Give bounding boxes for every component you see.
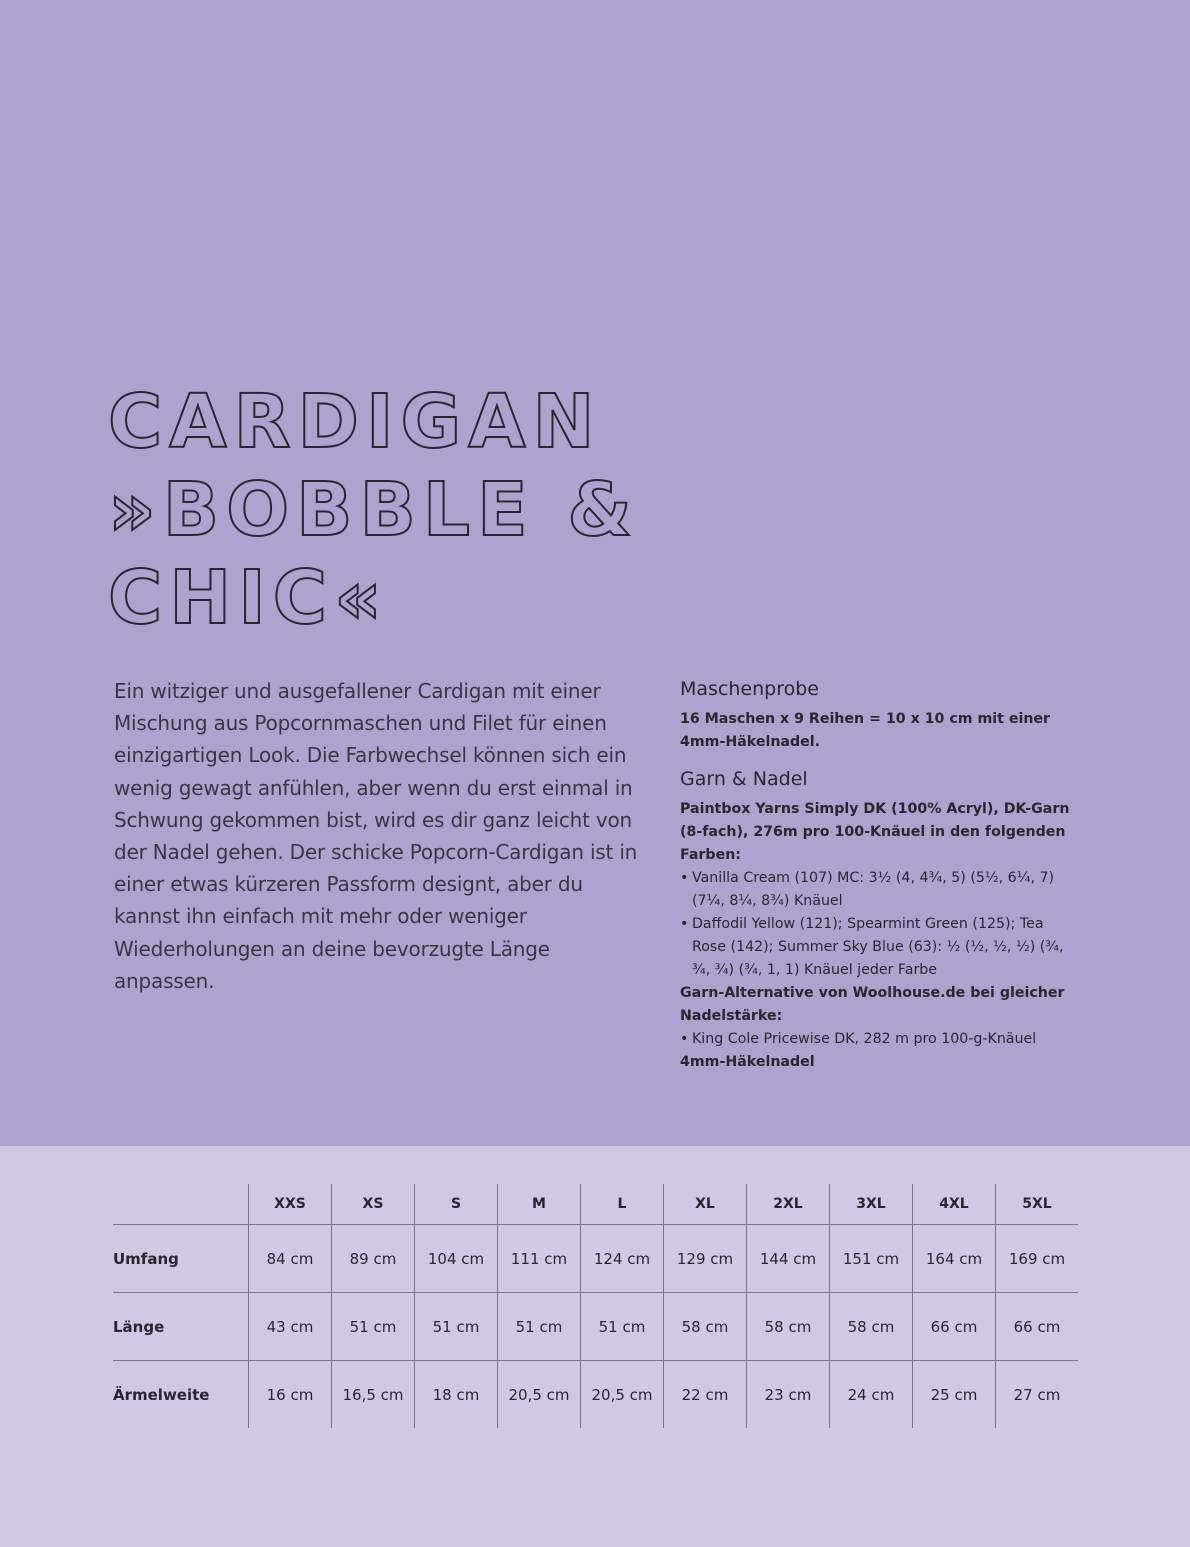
table-cell: 16 cm: [249, 1361, 332, 1429]
table-header-row: [113, 1184, 1078, 1225]
table-cell: 20,5 cm: [498, 1361, 581, 1429]
table-cell: 23 cm: [747, 1361, 830, 1429]
table-cell: 169 cm: [996, 1225, 1079, 1293]
table-cell: 66 cm: [996, 1293, 1079, 1361]
size-header: XS: [332, 1184, 415, 1225]
table-cell: 22 cm: [664, 1361, 747, 1429]
table-cell: 27 cm: [996, 1361, 1079, 1429]
table-cell: 111 cm: [498, 1225, 581, 1293]
list-item: • Daffodil Yellow (121); Spearmint Green (125); Tea Rose (142); Summer Sky Blue (63): ½ (½, ½, ½) (¾, ¾, ¾) (¾, 1, 1) Knäuel jeder Farbe: [680, 913, 1080, 982]
table-cell: 51 cm: [332, 1293, 415, 1361]
size-table: [113, 1184, 1078, 1428]
table-cell: 24 cm: [830, 1361, 913, 1429]
yarn-heading: Garn & Nadel: [680, 768, 808, 790]
intro-paragraph: Ein witziger und ausgefallener Cardigan mit einer Mischung aus Popcornmaschen und Filet für einen einzigartigen Look. Die Farbwechsel können sich ein wenig gewagt anfühlen, aber wenn du erst einmal in Schwung gekommen bist, wird es dir ganz leicht von der Nadel gehen. Der schicke Popcorn-Cardigan ist in einer etwas kürzeren Passform designt, aber du kannst ihn einfach mit mehr oder weniger Wiederholungen an deine bevorzugte Länge anpassen.: [114, 679, 638, 993]
table-cell: 66 cm: [913, 1293, 996, 1361]
table-cell: 58 cm: [664, 1293, 747, 1361]
size-header: 3XL: [830, 1184, 913, 1225]
table-cell: 129 cm: [664, 1225, 747, 1293]
row-label: Umfang: [113, 1225, 249, 1293]
table-cell: 124 cm: [581, 1225, 664, 1293]
yarn-alternative-heading: Garn-Alternative von Woolhouse.de bei gleicher Nadelstärke:: [680, 985, 1065, 1024]
row-label: Länge: [113, 1293, 249, 1361]
table-cell: 43 cm: [249, 1293, 332, 1361]
row-label: Ärmelweite: [113, 1385, 210, 1404]
table-cell: 58 cm: [747, 1293, 830, 1361]
materials-column: [680, 676, 1080, 1074]
table-cell: 18 cm: [415, 1361, 498, 1429]
gauge-text: 16 Maschen x 9 Reihen = 10 x 10 cm mit einer 4mm-Häkelnadel.: [680, 711, 1051, 750]
size-header: L: [581, 1184, 664, 1225]
corner-cell: [113, 1184, 249, 1225]
table-cell: 16,5 cm: [332, 1361, 415, 1429]
size-header: XL: [664, 1184, 747, 1225]
table-cell: 25 cm: [913, 1361, 996, 1429]
yarn-main: Paintbox Yarns Simply DK (100% Acryl), DK-Garn (8-fach), 276m pro 100-Knäuel in den folgenden Farben:: [680, 801, 1070, 863]
table-cell: 58 cm: [830, 1293, 913, 1361]
table-row: [113, 1361, 1078, 1429]
list-item: • Vanilla Cream (107) MC: 3½ (4, 4¾, 5) (5½, 6¼, 7) (7¼, 8¼, 8¾) Knäuel: [680, 867, 1080, 913]
page-title: [108, 378, 728, 642]
yarn-list: [680, 867, 1080, 982]
table-cell: 164 cm: [913, 1225, 996, 1293]
table-cell: 51 cm: [415, 1293, 498, 1361]
size-header: 2XL: [747, 1184, 830, 1225]
gauge-heading: Maschenprobe: [680, 678, 819, 700]
table-cell: 144 cm: [747, 1225, 830, 1293]
table-cell: 104 cm: [415, 1225, 498, 1293]
table-cell: 51 cm: [581, 1293, 664, 1361]
size-header: S: [415, 1184, 498, 1225]
list-item: • King Cole Pricewise DK, 282 m pro 100-g-Knäuel: [680, 1028, 1080, 1051]
title-line-2: »BOBBLE &: [108, 467, 639, 553]
table-cell: 89 cm: [332, 1225, 415, 1293]
size-header: M: [498, 1184, 581, 1225]
yarn-alternative-list: [680, 1028, 1080, 1051]
table-row: [113, 1225, 1078, 1293]
title-line-1: CARDIGAN: [108, 379, 602, 465]
table-cell: 151 cm: [830, 1225, 913, 1293]
title-line-3: CHIC«: [108, 555, 389, 641]
table-row: [113, 1293, 1078, 1361]
table-cell: 51 cm: [498, 1293, 581, 1361]
size-header: 5XL: [996, 1184, 1079, 1225]
size-header: XXS: [249, 1184, 332, 1225]
table-cell: 84 cm: [249, 1225, 332, 1293]
table-cell: 20,5 cm: [581, 1361, 664, 1429]
needle-text: 4mm-Häkelnadel: [680, 1054, 815, 1070]
size-header: 4XL: [913, 1184, 996, 1225]
